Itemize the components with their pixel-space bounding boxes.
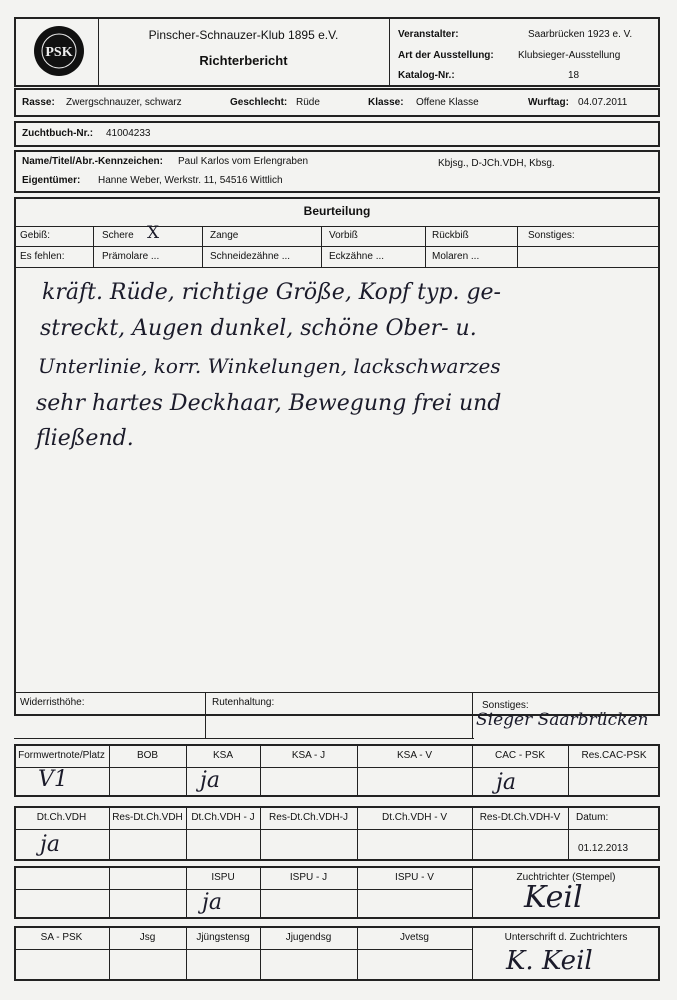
catalog-value: 18 [568,70,580,81]
judge-stamp-value: Keil [524,880,583,915]
grade-header-res-cac: Res.CAC-PSK [581,750,647,761]
grade-header-ispu-j: ISPU - J [289,872,328,883]
bite-col-5 [517,226,518,267]
bite-mid-line [14,246,660,247]
grades-row-1-mid [14,767,660,768]
grade-header-ispu-v: ISPU - V [395,872,434,883]
organizer-value: Saarbrücken 1923 e. V. [528,29,633,40]
missing-label: Es fehlen: [20,251,65,262]
bite-col-1 [93,226,94,267]
grade-header-sa-psk: SA - PSK [40,932,83,943]
missing-molars: Molaren ... [432,251,480,262]
grade-header-ksa-j: KSA - J [291,750,326,761]
grade-value-dtch: ja [40,832,60,857]
club-name: Pinscher-Schnauzer-Klub 1895 e.V. [148,28,339,42]
whelped-label: Wurftag: [528,97,569,108]
grades-row-3-mid [14,889,472,890]
withers-col-2 [472,692,473,738]
grade-header-jsg: Jsg [139,932,156,943]
bite-col-3 [321,226,322,267]
bite-option-undershot: Rückbiß [432,230,469,241]
show-type-label: Art der Ausstellung: [398,50,494,61]
evaluation-text-line-1: kräft. Rüde, richtige Größe, Kopf typ. ge- [42,280,501,305]
grade-header-ispu: ISPU [211,872,235,883]
catalog-label: Katalog-Nr.: [398,70,455,81]
grade-header-jjugendsg: Jjugendsg [285,932,332,943]
grade-value-ispu: ja [202,890,222,915]
grade-header-ksa: KSA [212,750,233,761]
evaluation-text-line-5: fließend. [36,426,134,451]
titles-value: Kbjsg., D-JCh.VDH, Kbsg. [438,158,555,169]
other-label: Sonstiges: [482,700,529,711]
evaluation-box [14,197,660,716]
grade-header-jjuengstensg: Jjüngstensg [196,932,250,943]
grade-value-ksa: ja [200,768,220,793]
grade-header-dtch-j: Dt.Ch.VDH - J [191,812,255,823]
studbook-value: 41004233 [106,128,151,139]
judge-signature: K. Keil [506,946,593,976]
grade-header-judge-signature: Unterschrift d. Zuchtrichters [504,932,628,943]
studbook-label: Zuchtbuch-Nr.: [22,128,94,139]
breed-value: Zwergschnauzer, schwarz [66,97,182,108]
grade-value-formwert: V1 [38,767,68,792]
whelped-value: 04.07.2011 [578,97,628,108]
class-label: Klasse: [368,97,404,108]
withers-label: Widerristhöhe: [20,697,85,708]
grade-header-formwert: Formwertnote/Platz [18,750,105,761]
owner-value: Hanne Weber, Werkstr. 11, 54516 Wittlich [98,175,283,186]
other-value: Sieger Saarbrücken [476,710,649,730]
owner-label: Eigentümer: [22,175,81,186]
bite-option-other: Sonstiges: [528,230,575,241]
missing-incisors: Schneidezähne ... [210,251,291,262]
grade-header-res-dtch: Res-Dt.Ch.VDH [112,812,183,823]
grades-row-2-mid [14,829,660,830]
grade-header-dtch-v: Dt.Ch.VDH - V [381,812,447,823]
g3-c1 [109,866,110,919]
grade-header-dtch: Dt.Ch.VDH [36,812,87,823]
name-value: Paul Karlos vom Erlengraben [178,156,309,167]
evaluation-text-line-4: sehr hartes Deckhaar, Bewegung frei und [36,391,502,416]
breed-label: Rasse: [22,97,55,108]
bite-col-2 [202,226,203,267]
grade-header-cac: CAC - PSK [494,750,545,761]
evaluation-title: Beurteilung [303,204,371,218]
sex-value: Rüde [296,97,320,108]
logo-initials: PSK [45,45,73,60]
grades-row-4-mid [14,949,472,950]
grade-value-cac: ja [496,770,516,795]
bite-col-4 [425,226,426,267]
sex-label: Geschlecht: [230,97,288,108]
grade-value-date: 01.12.2013 [578,843,629,854]
missing-canines: Eckzähne ... [329,251,385,262]
header-divider-right [389,17,390,87]
withers-col-1 [205,692,206,738]
withers-line [14,692,660,693]
grade-header-ksa-v: KSA - V [396,750,432,761]
evaluation-text-line-3: Unterlinie, korr. Winkelungen, lackschwarzes [38,354,501,378]
tail-label: Rutenhaltung: [212,697,275,708]
bite-label: Gebiß: [20,230,51,241]
grade-header-res-dtch-j: Res-Dt.Ch.VDH-J [269,812,348,823]
class-value: Offene Klasse [416,97,479,108]
bite-bottom-line [14,267,660,268]
grade-header-res-dtch-v: Res-Dt.Ch.VDH-V [479,812,561,823]
grade-header-judge-stamp: Zuchtrichter (Stempel) [516,872,616,883]
bite-check-mark: X [147,223,160,243]
grade-header-jvetsg: Jvetsg [400,932,429,943]
club-logo [33,25,85,77]
name-label: Name/Titel/Abr.-Kennzeichen: [22,156,163,167]
evaluation-text-line-2: streckt, Augen dunkel, schöne Ober- u. [40,316,477,341]
bite-option-pincer: Zange [210,230,239,241]
grade-header-date: Datum: [576,812,609,823]
bite-option-scissor: Schere [102,230,134,241]
g2-c6 [568,806,569,861]
organizer-label: Veranstalter: [398,29,459,40]
evaluation-title-line [14,226,660,227]
grade-header-bob: BOB [136,750,159,761]
missing-premolars: Prämolare ... [102,251,160,262]
report-title: Richterbericht [199,53,288,68]
withers-bottom [14,738,474,739]
bite-option-overshot: Vorbiß [329,230,358,241]
show-type-value: Klubsieger-Ausstellung [518,50,621,61]
